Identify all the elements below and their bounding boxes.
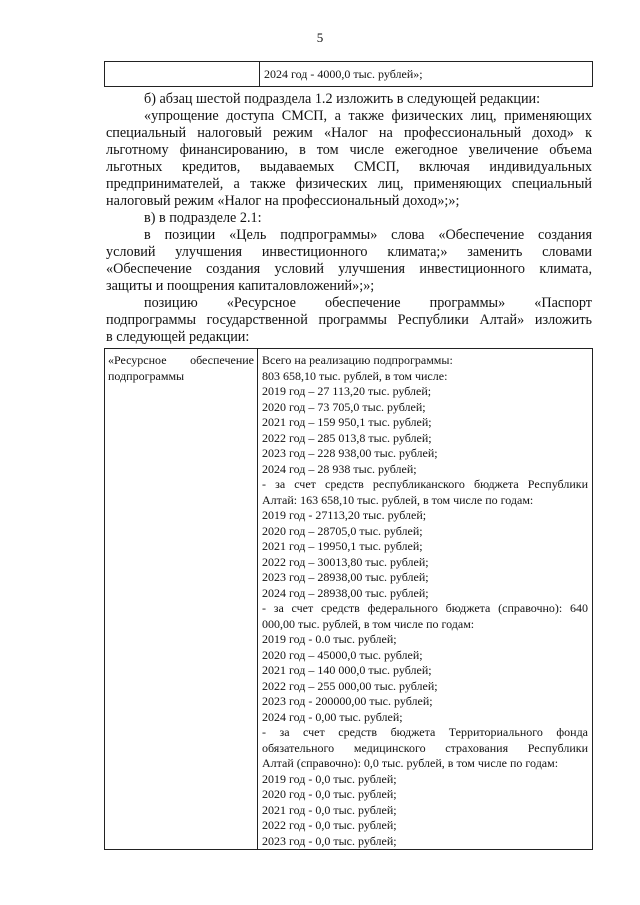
body-line: условий улучшения инвестиционного климата;» заменить словами xyxy=(106,244,592,260)
body-line: в следующей редакции: xyxy=(106,329,250,345)
body-line: в позиции «Цель подпрограммы» слова «Обеспечение создания xyxy=(144,227,592,243)
body-line: предпринимателей, а также физических лиц, применяющих специальный xyxy=(106,176,592,192)
funding-line: 2019 год - 0,0 тыс. рублей; xyxy=(262,771,397,786)
paragraph-v-heading: в) в подразделе 2.1: xyxy=(144,210,262,226)
table-cell-2024: 2024 год - 4000,0 тыс. рублей»; xyxy=(260,62,593,87)
funding-line: - за счет средств бюджета Территориального фонда xyxy=(262,725,588,739)
passport-value-cell xyxy=(258,349,593,850)
body-line: «упрощение доступа СМСП, а также физических лиц, применяющих xyxy=(144,108,592,124)
body-line: льготных кредитов, выдаваемых СМСП, включая индивидуальных xyxy=(106,159,592,175)
body-line: льготному финансированию, в том числе ежегодное увеличение объема xyxy=(106,142,592,158)
body-line: «Обеспечение создания условий улучшения инвестиционного климата, xyxy=(106,261,592,277)
funding-line: Всего на реализацию подпрограммы: xyxy=(262,353,453,367)
funding-line: 2023 год - 0,0 тыс. рублей; xyxy=(262,833,397,848)
funding-line: 2023 год – 28938,00 тыс. рублей; xyxy=(262,570,429,584)
funding-line: - за счет средств федерального бюджета (справочно): 640 xyxy=(262,601,588,615)
funding-line: 2022 год - 0,0 тыс. рублей; xyxy=(262,818,397,832)
body-line: позицию «Ресурсное обеспечение программы» «Паспорт xyxy=(144,295,592,311)
funding-line: 2022 год – 255 000,00 тыс. рублей; xyxy=(262,678,438,693)
funding-line: 2023 год - 200000,00 тыс. рублей; xyxy=(262,694,433,708)
funding-line: 2019 год – 27 113,20 тыс. рублей; xyxy=(262,384,432,398)
funding-line: 2020 год – 45000,0 тыс. рублей; xyxy=(262,647,423,662)
funding-line: 000,00 тыс. рублей, в том числе по годам: xyxy=(262,616,475,631)
funding-line: Алтай: 163 658,10 тыс. рублей, в том числе по годам: xyxy=(262,492,534,507)
paragraph-b-heading: б) абзац шестой подраздела 1.2 изложить в следующей редакции: xyxy=(144,91,541,107)
body-line: налоговый режим «Налог на профессиональный доход»;»; xyxy=(106,193,460,209)
body-line: подпрограммы государственной программы Республики Алтай» изложить xyxy=(106,312,592,328)
funding-line: 2020 год – 73 705,0 тыс. рублей; xyxy=(262,399,426,414)
page-number: 5 xyxy=(316,30,324,45)
body-line: защиты и поощрения капиталовложений»;»; xyxy=(106,278,375,294)
funding-line: 803 658,10 тыс. рублей, в том числе: xyxy=(262,368,448,383)
passport-table xyxy=(104,348,593,850)
funding-line: 2021 год – 19950,1 тыс. рублей; xyxy=(262,539,423,553)
funding-line: обязательного медицинского страхования Республики xyxy=(262,740,588,755)
passport-label-cell xyxy=(105,349,258,850)
funding-line: 2019 год - 0.0 тыс. рублей; xyxy=(262,632,397,646)
funding-line: 2024 год – 28 938 тыс. рублей; xyxy=(262,461,417,476)
body-line: специальный налоговый режим «Налог на профессиональный доход» к xyxy=(106,125,592,141)
continued-table xyxy=(104,61,593,87)
funding-line: 2024 год - 0,00 тыс. рублей; xyxy=(262,709,403,724)
funding-line: 2022 год – 30013,80 тыс. рублей; xyxy=(262,554,429,569)
funding-line: 2023 год – 228 938,00 тыс. рублей; xyxy=(262,446,438,460)
funding-line: 2022 год – 285 013,8 тыс. рублей; xyxy=(262,430,432,445)
passport-label: подпрограммы xyxy=(108,368,185,383)
funding-line: 2020 год - 0,0 тыс. рублей; xyxy=(262,787,397,801)
document-body xyxy=(106,91,592,346)
funding-line: 2021 год – 159 950,1 тыс. рублей; xyxy=(262,415,432,429)
funding-line: 2019 год - 27113,20 тыс. рублей; xyxy=(262,508,427,522)
funding-line: 2024 год – 28938,00 тыс. рублей; xyxy=(262,585,429,600)
funding-line: Алтай (справочно): 0,0 тыс. рублей, в том числе по годам: xyxy=(262,756,559,770)
funding-line: 2021 год - 0,0 тыс. рублей; xyxy=(262,802,397,817)
passport-label: «Ресурсное обеспечение xyxy=(108,353,254,367)
funding-line: 2020 год – 28705,0 тыс. рублей; xyxy=(262,523,423,538)
funding-line: - за счет средств республиканского бюджета Республики xyxy=(262,477,588,491)
funding-line: 2021 год – 140 000,0 тыс. рублей; xyxy=(262,663,432,677)
empty-cell xyxy=(105,62,260,87)
